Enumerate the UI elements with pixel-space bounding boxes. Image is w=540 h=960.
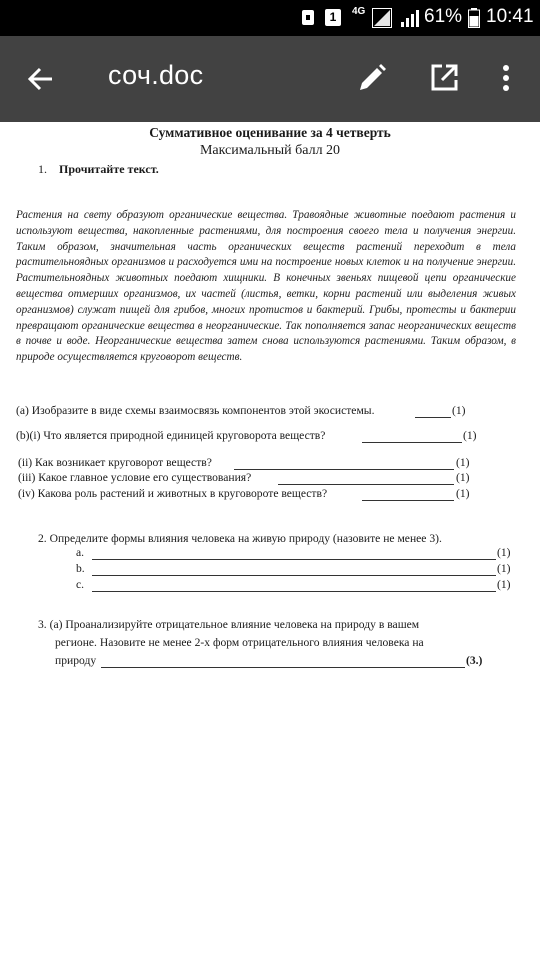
task1-heading [38, 162, 159, 177]
app-bar [0, 36, 540, 122]
answer-line-a [415, 417, 451, 418]
doc-subtitle: Максимальный балл 20 [199, 143, 341, 158]
answer-line-b3 [278, 484, 454, 485]
answer-line-task3 [101, 667, 465, 668]
task2-item-a-label: a. [76, 546, 85, 559]
question-a-mark: (1) [452, 404, 466, 417]
battery-percent: 61% [424, 6, 463, 27]
task3-mark: (3.) [466, 654, 483, 667]
reading-passage: Растения на свету образуют органические вещества. Травоядные животные поедают растения и используют вещества, накопленные растениями, для построения своего тела и получения энергии. Таким образом, значительная часть органических веществ растений переходит в тела растительноядных организмов и расходуется ими на построение новых клеток и на получение энергии. Растительноядных животных поедают хищники. В конечных звеньях пищевой цепи органические вещества отмерших организмов, их частей (листья, ветки, корни растений или выделения живых организмов) служат пищей для грибов, многих протистов и бактерий. Грибы, протесты и бактерии превращают органические вещества в неорганические. Так пополняется запас неорганических веществ в почве и воде. Неорганические вещества затем снова используются растениями. Таким образом, в природе осуществляется круговорот веществ. [16, 209, 516, 364]
doc-title: Суммативное оценивание за 4 четверть [149, 125, 391, 140]
question-b3-mark: (1) [456, 471, 470, 484]
task2-item-b-label: b. [76, 562, 85, 575]
notification-badge: 1 [325, 9, 341, 26]
task3-line1: 3. (a) Проанализируйте отрицательное влияние человека на природу в вашем [38, 618, 420, 631]
task2-item-b-mark: (1) [497, 562, 511, 575]
question-b1-mark: (1) [463, 429, 477, 442]
answer-line-b1 [362, 442, 462, 443]
battery-icon [468, 8, 480, 28]
answer-line-task2-c [92, 591, 496, 592]
task1-number: 1. [38, 162, 47, 176]
task3-line2: регионе. Назовите не менее 2-х форм отрицательного влияния человека на [55, 636, 424, 649]
task2-item-a-mark: (1) [497, 546, 511, 559]
notification-icon [300, 9, 316, 26]
question-b2: (ii) Как возникает круговорот веществ? [18, 456, 212, 469]
back-arrow-icon[interactable] [26, 64, 56, 94]
question-b3: (iii) Какое главное условие его существования? [18, 471, 252, 484]
answer-line-b2 [234, 469, 454, 470]
question-b4: (iv) Какова роль растений и животных в круговороте веществ? [18, 487, 328, 500]
task2-question: 2. Определите формы влияния человека на живую природу (назовите не менее 3). [38, 532, 442, 545]
document-title: соч.doc [108, 60, 204, 90]
signal-bars-icon [400, 8, 420, 28]
task1-label: Прочитайте текст. [59, 162, 159, 176]
signal-icon [372, 8, 392, 28]
answer-line-task2-b [92, 575, 496, 576]
question-b1: (b)(i) Что является природной единицей круговорота веществ? [16, 429, 326, 442]
more-options-icon[interactable] [496, 62, 516, 94]
question-b4-mark: (1) [456, 487, 470, 500]
question-b2-mark: (1) [456, 456, 470, 469]
edit-pencil-icon[interactable] [356, 62, 388, 94]
clock: 10:41 [486, 6, 534, 27]
question-a: (a) Изобразите в виде схемы взаимосвязь компонентов этой экосистемы. [16, 404, 375, 417]
answer-line-b4 [362, 500, 454, 501]
network-type: 4G [352, 6, 366, 17]
document-page [0, 122, 540, 960]
task3-line3: природу [55, 654, 97, 667]
task2-item-c-mark: (1) [497, 578, 511, 591]
answer-line-task2-a [92, 559, 496, 560]
status-bar [0, 0, 540, 36]
open-external-icon[interactable] [428, 62, 460, 94]
task2-item-c-label: c. [76, 578, 85, 591]
